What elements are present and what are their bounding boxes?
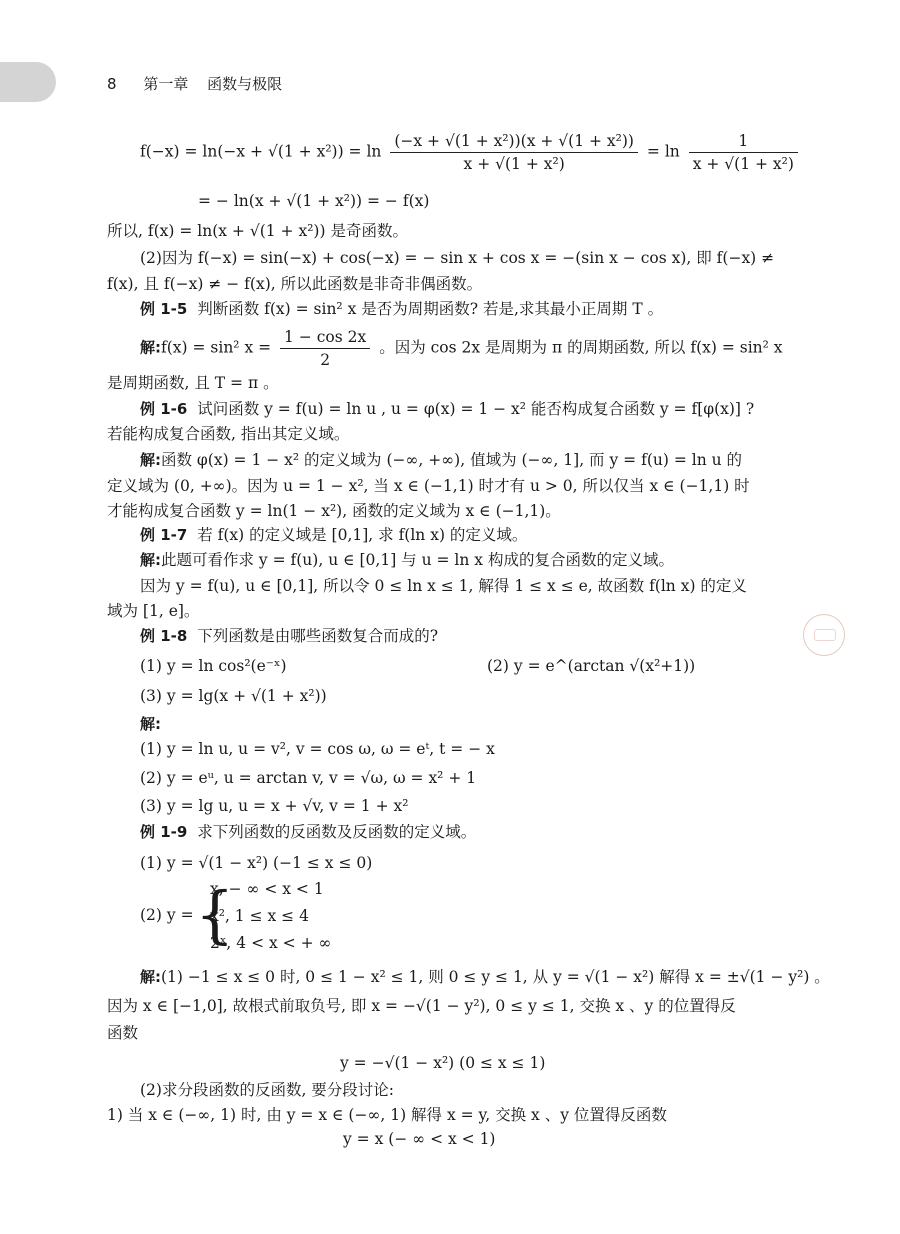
fraction: $\frac{1}{\text{x + √(1 + x²)}}$ — [689, 130, 798, 175]
example-1-9: 例 1-9 求下列函数的反函数及反函数的定义域。 — [140, 823, 477, 841]
text-line: 因为 x ∈ [−1,0], 故根式前取负号, 即 x = −√(1 − y²), 0 ≤ y ≤ 1, 交换 x 、y 的位置得反 — [107, 997, 736, 1015]
text-line: = − ln(x + √(1 + x²)) = − f(x) — [198, 192, 430, 210]
text-line: (1) y = ln u, u = v², v = cos ω, ω = eᵗ, t = − x — [140, 740, 495, 758]
piecewise-case: 2ˣ, 4 < x < + ∞ — [210, 934, 332, 952]
piecewise-case: x, − ∞ < x < 1 — [210, 880, 324, 898]
chapter-label: 第一章 — [143, 75, 189, 93]
text-line: (2)因为 f(−x) = sin(−x) + cos(−x) = − sin x + cos x = −(sin x − cos x), 即 f(−x) ≠ — [140, 249, 775, 267]
example-1-6: 例 1-6 试问函数 y = f(u) = ln u , u = φ(x) = 1 − x² 能否构成复合函数 y = f[φ(x)] ? — [140, 400, 755, 418]
fraction: $\frac{1 - \cos 2x}{2}$ — [280, 326, 370, 371]
chapter-title: 函数与极限 — [207, 75, 283, 93]
text-line: (2) y = — [140, 906, 194, 924]
solution-1-7: 解:此题可看作求 y = f(u), u ∈ [0,1] 与 u = ln x 构成的复合函数的定义域。 — [140, 551, 674, 569]
text-line: 域为 [1, e]。 — [107, 602, 200, 620]
solution-1-9: 解:(1) −1 ≤ x ≤ 0 时, 0 ≤ 1 − x² ≤ 1, 则 0 ≤ y ≤ 1, 从 y = √(1 − x²) 解得 x = ±√(1 − y²) 。 — [140, 968, 830, 986]
chapter-tab — [0, 62, 56, 102]
piecewise-brace: { — [195, 878, 235, 951]
text-line: 定义域为 (0, +∞)。因为 u = 1 − x², 当 x ∈ (−1,1) 时才有 u > 0, 所以仅当 x ∈ (−1,1) 时 — [107, 477, 750, 495]
text-line: 函数 — [107, 1024, 139, 1042]
text-line: f(x), 且 f(−x) ≠ − f(x), 所以此函数是非奇非偶函数。 — [107, 275, 483, 293]
text-line: 若能构成复合函数, 指出其定义域。 — [107, 425, 350, 443]
example-1-8: 例 1-8 下列函数是由哪些函数复合而成的? — [140, 627, 438, 645]
text-line: y = x (− ∞ < x < 1) — [343, 1130, 496, 1148]
text-line: y = −√(1 − x²) (0 ≤ x ≤ 1) — [340, 1054, 546, 1072]
solution-label: 解: — [140, 715, 161, 733]
text-line: 才能构成复合函数 y = ln(1 − x²), 函数的定义域为 x ∈ (−1,1)。 — [107, 502, 561, 520]
text-line: 所以, f(x) = ln(x + √(1 + x²)) 是奇函数。 — [107, 222, 408, 240]
solution-1-6: 解:函数 φ(x) = 1 − x² 的定义域为 (−∞, +∞), 值域为 (−∞, 1], 而 y = f(u) = ln u 的 — [140, 451, 743, 469]
text-line: (3) y = lg(x + √(1 + x²)) — [140, 687, 327, 705]
text-line: 是周期函数, 且 T = π 。 — [107, 374, 279, 392]
text-line: (1) y = ln cos²(e⁻ˣ) — [140, 657, 287, 675]
page-header — [107, 73, 282, 94]
text-line: 1) 当 x ∈ (−∞, 1) 时, 由 y = x ∈ (−∞, 1) 解得 x = y, 交换 x 、y 位置得反函数 — [107, 1106, 667, 1124]
example-1-7: 例 1-7 若 f(x) 的定义域是 [0,1], 求 f(ln x) 的定义域。 — [140, 526, 528, 544]
page-number: 8 — [107, 75, 117, 93]
text-line: (3) y = lg u, u = x + √v, v = 1 + x² — [140, 797, 409, 815]
text-line: (2) y = e^(arctan √(x²+1)) — [487, 657, 696, 675]
text-line: (2) y = eᵘ, u = arctan v, v = √ω, ω = x² + 1 — [140, 769, 477, 787]
solution-1-5: 解:f(x) = sin² x = $\frac{1 - \cos 2x}{2}$ 。因为 cos 2x 是周期为 π 的周期函数, 所以 f(x) = sin² x — [140, 328, 783, 369]
piecewise-case: x², 1 ≤ x ≤ 4 — [210, 907, 309, 925]
example-1-5: 例 1-5 判断函数 f(x) = sin² x 是否为周期函数? 若是,求其最小正周期 T 。 — [140, 300, 664, 318]
text-line: 因为 y = f(u), u ∈ [0,1], 所以令 0 ≤ ln x ≤ 1, 解得 1 ≤ x ≤ e, 故函数 f(ln x) 的定义 — [140, 577, 747, 595]
text-line: (2)求分段函数的反函数, 要分段讨论: — [140, 1081, 395, 1099]
watermark-stamp — [803, 614, 845, 656]
text-line: (1) y = √(1 − x²) (−1 ≤ x ≤ 0) — [140, 854, 373, 872]
equation-f-minus-x: f(−x) = ln(−x + √(1 + x²)) = ln $\frac{\text{(−x + √(1 + x²))(x + √(1 + x²))}}{\text{x + √(1 + x²)}}$ = ln $\frac{1}{\text{x + √(1 + x²)}}$ — [140, 130, 802, 175]
fraction: $\frac{\text{(−x + √(1 + x²))(x + √(1 + x²))}}{\text{x + √(1 + x²)}}$ — [390, 130, 638, 175]
